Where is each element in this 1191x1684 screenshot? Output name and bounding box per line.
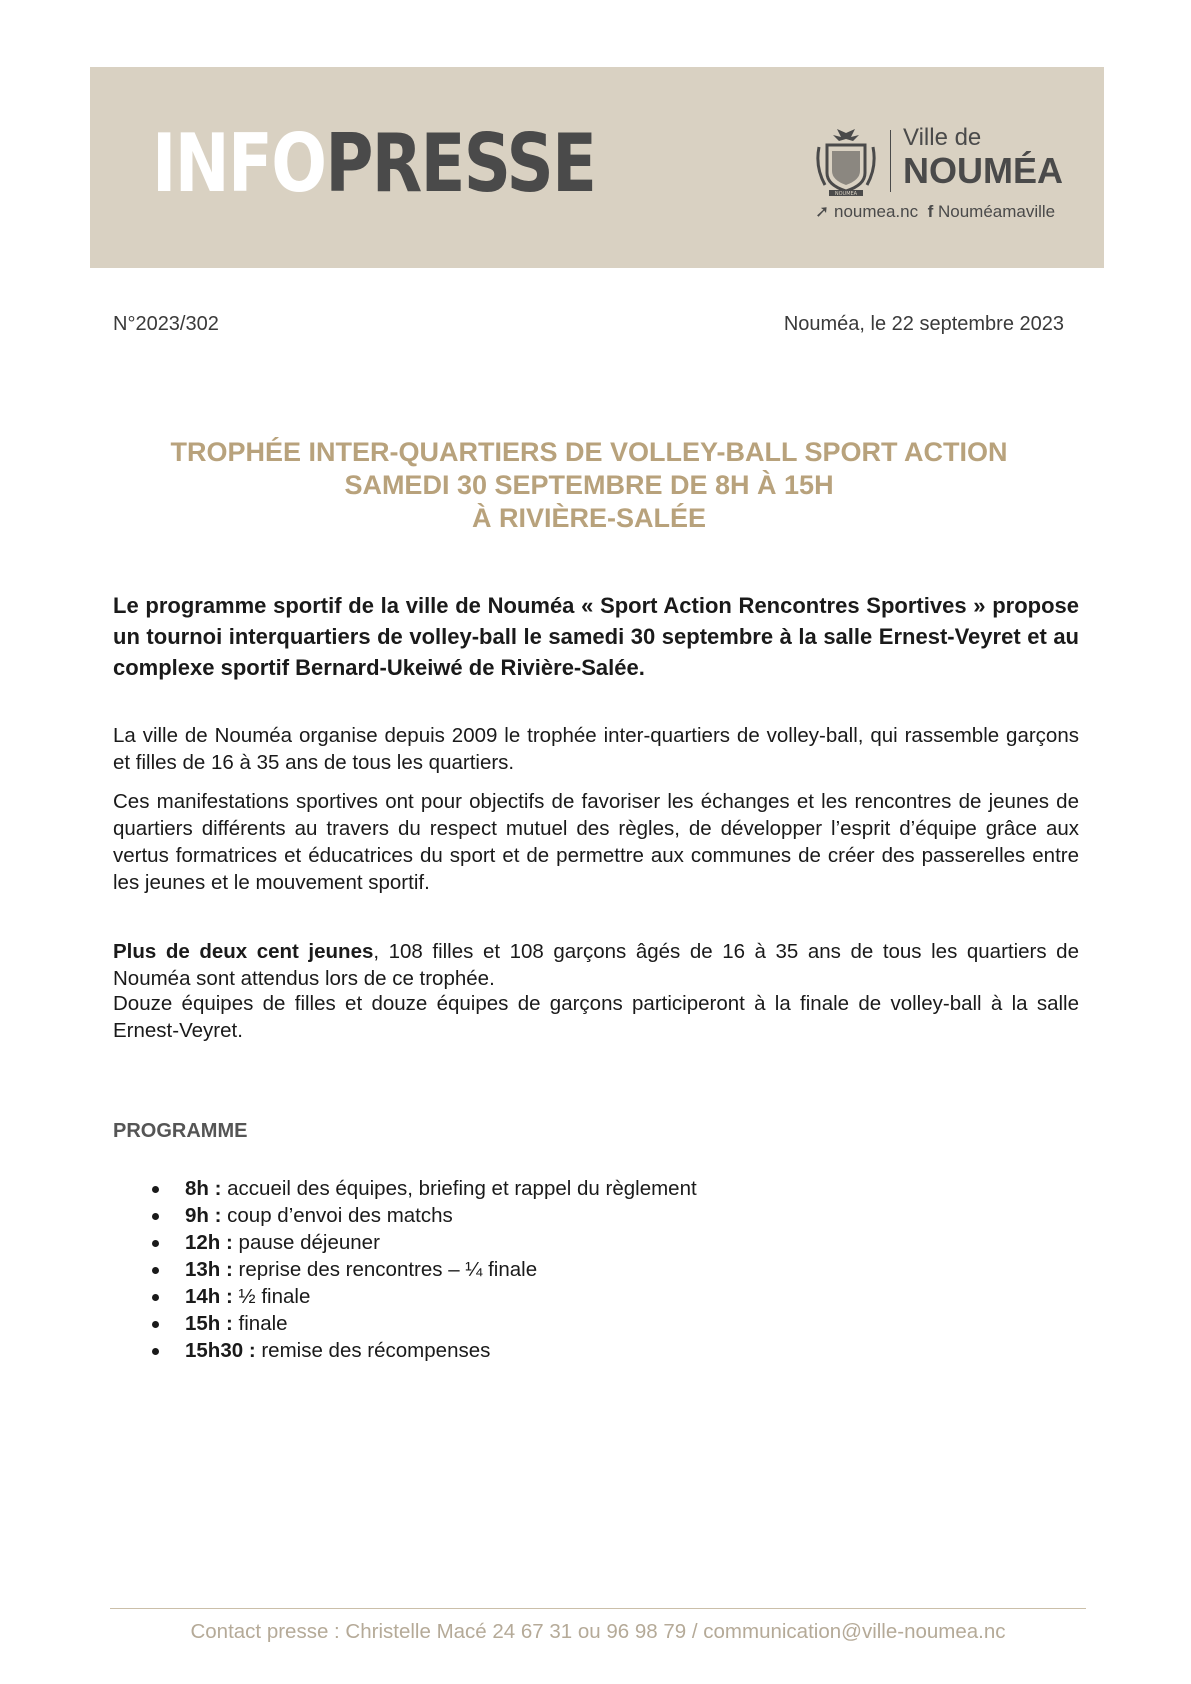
programme-item bbox=[150, 1202, 697, 1229]
brand-info: INFO bbox=[152, 117, 326, 210]
logo-socials bbox=[815, 202, 1055, 222]
programme-item bbox=[150, 1337, 697, 1364]
programme-item bbox=[150, 1229, 697, 1256]
header-banner bbox=[90, 67, 1104, 268]
programme-heading: PROGRAMME bbox=[113, 1120, 248, 1142]
body-paragraph-3-rest: , 108 filles et 108 garçons âgés de 16 à 35 ans de tous les quartiers de Nouméa sont attendus lors de ce trophée. bbox=[113, 940, 1079, 990]
logo-ville-de: Ville de bbox=[903, 124, 982, 151]
programme-text: coup d’envoi des matchs bbox=[221, 1204, 453, 1227]
press-contact: Contact presse : Christelle Macé 24 67 31 ou 96 98 79 / communication@ville-noumea.nc bbox=[190, 1620, 1006, 1643]
programme-time: 15h30 : bbox=[185, 1339, 256, 1362]
programme-text: accueil des équipes, briefing et rappel du règlement bbox=[221, 1177, 697, 1200]
info-presse-wordmark bbox=[152, 119, 595, 209]
logo-city-name: NOUMÉA bbox=[903, 150, 1063, 191]
bullet-icon bbox=[152, 1186, 159, 1193]
city-coat-of-arms-icon bbox=[815, 127, 877, 197]
logo-divider bbox=[890, 130, 891, 192]
programme-time: 15h : bbox=[185, 1312, 233, 1335]
programme-list bbox=[150, 1175, 697, 1364]
brand-presse: PRESSE bbox=[325, 117, 596, 210]
programme-text: reprise des rencontres – ¼ finale bbox=[232, 1258, 538, 1281]
facebook-icon: f bbox=[927, 202, 934, 221]
title-line-1: TROPHÉE INTER-QUARTIERS DE VOLLEY-BALL SPORT ACTION bbox=[170, 437, 1008, 467]
bullet-icon bbox=[152, 1321, 159, 1328]
body-paragraph-3 bbox=[113, 938, 1079, 992]
bullet-icon bbox=[152, 1240, 159, 1247]
body-paragraph-4: Douze équipes de filles et douze équipes de garçons participeront à la finale de volley-ball à la salle Ernest-Veyret. bbox=[113, 992, 1079, 1042]
press-release-number: N°2023/302 bbox=[113, 313, 219, 335]
arrow-icon: ➚ bbox=[815, 202, 830, 221]
footer-divider bbox=[110, 1608, 1086, 1609]
press-release-title bbox=[113, 436, 1065, 535]
programme-item bbox=[150, 1256, 697, 1283]
programme-time: 9h : bbox=[185, 1204, 222, 1227]
facebook-label[interactable]: Nouméamaville bbox=[937, 202, 1056, 221]
programme-text: pause déjeuner bbox=[232, 1231, 380, 1254]
programme-item bbox=[150, 1283, 697, 1310]
body-paragraph-1: La ville de Nouméa organise depuis 2009 le trophée inter-quartiers de volley-ball, qui rassemble garçons et filles de 16 à 35 ans de tous les quartiers. bbox=[113, 724, 1079, 774]
programme-item bbox=[150, 1175, 697, 1202]
lead-paragraph: Le programme sportif de la ville de Nouméa « Sport Action Rencontres Sportives » propose un tournoi interquartiers de volley-ball le samedi 30 septembre à la salle Ernest-Veyret et au complexe sportif Bernard-Ukeiwé de Rivière-Salée. bbox=[113, 593, 1079, 680]
programme-time: 8h : bbox=[185, 1177, 222, 1200]
website-label[interactable]: noumea.nc bbox=[833, 202, 919, 221]
press-release-date: Nouméa, le 22 septembre 2023 bbox=[783, 313, 1064, 335]
programme-time: 13h : bbox=[185, 1258, 233, 1281]
bullet-icon bbox=[152, 1213, 159, 1220]
programme-text: finale bbox=[232, 1312, 288, 1335]
programme-text: remise des récompenses bbox=[255, 1339, 491, 1362]
bullet-icon bbox=[152, 1294, 159, 1301]
crest-text: NOUMEA bbox=[834, 191, 858, 197]
programme-time: 12h : bbox=[185, 1231, 233, 1254]
body-paragraph-2: Ces manifestations sportives ont pour objectifs de favoriser les échanges et les rencontres de jeunes de quartiers différents au travers du respect mutuel des règles, de développer l’esprit d’équipe grâce aux vertus formatrices et éducatrices du sport et de permettre aux communes de créer des passerelles entre les jeunes et le mouvement sportif. bbox=[113, 790, 1079, 894]
city-logo bbox=[815, 122, 1075, 222]
title-line-2: SAMEDI 30 SEPTEMBRE DE 8H À 15H bbox=[344, 470, 834, 500]
programme-item bbox=[150, 1310, 697, 1337]
body-paragraph-3-bold: Plus de deux cent jeunes bbox=[113, 940, 374, 963]
programme-text: ½ finale bbox=[232, 1285, 311, 1308]
title-line-3: À RIVIÈRE-SALÉE bbox=[471, 503, 707, 533]
programme-time: 14h : bbox=[185, 1285, 233, 1308]
bullet-icon bbox=[152, 1267, 159, 1274]
bullet-icon bbox=[152, 1348, 159, 1355]
